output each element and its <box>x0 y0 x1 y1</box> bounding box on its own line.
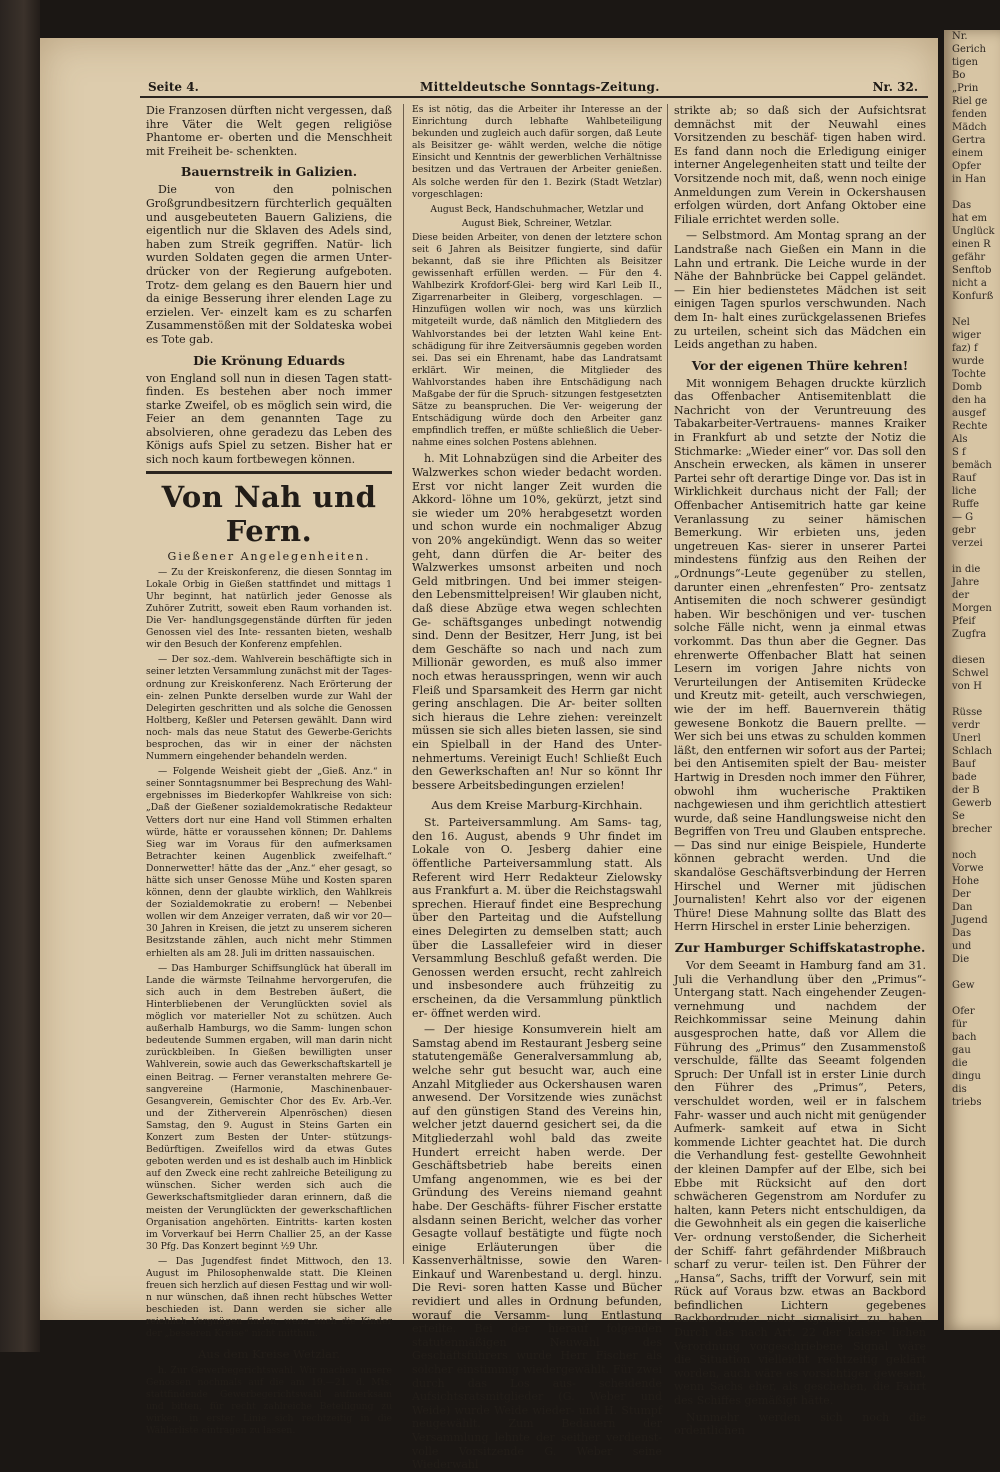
news-item: St. Parteiversammlung. Am Sams- tag, den 16. August, abends 9 Uhr findet im Lokale von O. Jesberg dahier eine öffentliche Parteiversammlung statt. Als Referent wird Herr Redakteur Zielowsky aus Frankfurt a. M. über die Reichstagswahl sprechen. Hierauf findet eine Besprechung über den Parteitag und die Aufstellung eines Delegirten zu demselben statt; auch über die Lassallefeier wird in dieser Versammlung Beschluß gefaßt werden. Die Genossen werden ersucht, recht zahlreich und insbesondere auch frühzeitig zu erscheinen, da die Versammlung pünktlich er- öffnet werden wird. <box>412 816 662 1020</box>
adjacent-page-line: Jugend <box>952 915 988 926</box>
news-item: h. Mit Lohnabzügen sind die Arbeiter des Walzwerkes schon wieder bedacht worden. Erst vor nicht langer Zeit wurden die Akkord- löhne um 10%, gekürzt, jetzt sind sie wieder um 20% herabgesetzt worden und schon wurde ein nochmaliger Abzug von 20% angekündigt. Wenn das so weiter geht, dann dürfen die Ar- beiter des Walzwerkes umsonst arbeiten und noch Geld mitbringen. Und bei immer steigen- den Lebensmittelpreisen! Wir glauben nicht, daß diese Abzüge etwa wegen schlechten Ge- schäftsganges unbedingt notwendig sind. Denn der Besitzer, Herr Jung, ist bei dem Geschäfte so nach und nach zum Millionär geworden, es muß also immer noch etwas herausspringen, wenn wir auch Fleiß und Sparsamkeit des Herrn gar nicht gering anschlagen. Die Ar- beiter sollten sich hieraus die Lehre ziehen: vereinzelt müssen sie sich alles bieten lassen, sie sind ein Spielball in der Hand des Unter- nehmertums. Vereinigt Euch! Schließt Euch den Gewerkschaften an! Nur so könnt Ihr bessere Arbeitsbedingungen erzielen! <box>412 452 663 792</box>
section-rule <box>146 471 392 474</box>
news-item: — Der soz.-dem. Wahlverein beschäftigte sich in seiner letzten Versammlung zunächst mit der Tages- ordnung zur Kreiskonferenz. Nach Erörterung der ein- zelnen Punkte derselben wurde zur Wahl der Delegirten geschritten und als solche die Genossen Holtberg, Keßler und Petersen gewählt. Dann wird noch- mals das neue Statut des Gewerbe-Gerichts besprochen, das wir in einer der nächsten Nummern eingehender behandeln werden. <box>146 654 392 763</box>
adjacent-page-line: Die <box>952 954 970 965</box>
article-heading: Zur Hamburger Schiffskatastrophe. <box>674 940 926 956</box>
adjacent-page-line: verdr <box>952 720 980 731</box>
adjacent-page-line: Senftob <box>952 265 992 276</box>
adjacent-page-line: Gertra <box>952 135 986 146</box>
adjacent-page-line: gebr <box>952 525 976 536</box>
adjacent-page-line: in Han <box>952 174 986 185</box>
section-subtitle: Gießener Angelegenheiten. <box>167 549 371 563</box>
news-item: — Der hiesige Konsumverein hielt am Samstag abend im Restaurant Jesberg seine statutengemäße Generalversammlung ab, welche sehr gut besucht war, auch eine Anzahl Mitglieder aus Ockershausen waren anwesend. Der Vorsitzende wies zunächst auf den günstigen Stand des Vereins hin, welcher jetzt dauernd gesichert sei, da die Mitgliederzahl wohl bald das zweite Hundert erreicht haben werde. Der Geschäftsbetrieb habe bereits einen Umfang angenommen, wie es bei der Gründung des Vereins niemand geahnt habe. Der Geschäfts- führer Fischer erstatte alsdann seinen Bericht, welcher das vorher Gesagte vollauf bestätigte und fügte noch einige Erläuterungen über die Kassenverhältnisse, sowie den Waren-Einkauf und Warenbestand u. dergl. hinzu. Die Revi- soren hatten Kasse und Bücher revidiert und alles in Ordnung befunden, worauf die Versamm- lung Entlastung erteilte. Bei der hierauf folgenden statutenmäßigen Neuwahl des Geschäftsführers wurde Herr Fischer als solcher einstimmig wiedergewählt. Für zwei durch das Los aus- scheidende Aufsichtsratsmitglieder (G. Weber und Weide) wurde Weide wieder- und H. Stumpf neugewählt. Zum Bedauern der Versammlung lehnte der seither verdienst- volle Vorsitzende G. Weber seine Wiederwahl <box>412 1023 662 1472</box>
adjacent-page-line: noch <box>952 850 977 861</box>
column-divider <box>667 104 668 1264</box>
adjacent-page-line: Tochte <box>952 369 986 380</box>
adjacent-page-text <box>944 30 1000 1109</box>
adjacent-page-line: der B <box>952 785 980 796</box>
adjacent-page-line <box>944 693 1000 706</box>
adjacent-page-line: bach <box>952 1032 977 1043</box>
newspaper-title: Mitteldeutsche Sonntags-Zeitung. <box>420 80 660 94</box>
adjacent-page-line: ausgef <box>952 408 986 419</box>
column-1 <box>146 104 392 1437</box>
adjacent-page-line: einem <box>952 148 983 159</box>
news-item: — Das Hamburger Schiffsunglück hat überall im Lande die wärmste Teilnahme hervorgerufen, die sich auch in dem Bestreben äußert, die Hinterbliebenen der Verunglückten soviel als möglich vor materieller Not zu schützen. Auch außerhalb Hamburgs, wo die Samm- lungen schon bedeutende Summen ergaben, will man darin nicht zurückbleiben. In Gießen bewilligten unser Wahlverein, sowie auch das Gewerkschaftskartell je einen Beitrag. — Ferner veranstalten mehrere Ge- sangvereine (Harmonie, Maschinenbauer-Gesangverein, Gemischter Chor des Ev. Arb.-Ver. und der Zitherverein Alpenröschen) diesen Samstag, den 9. August in Steins Garten ein Konzert zum Besten der Unter- stützungs-Bedürftigen. Zweifellos wird da etwas Gutes geboten werden und es ist deshalb auch im Hinblick auf den Zweck eine recht zahlreiche Beteiligung zu wünschen. Sicher werden sich auch die Gewerkschaftsmitglieder daran erinnern, daß die meisten der Verunglückten der gewerkschaftlichen Organisation angehörten. Eintritts- karten kosten im Vorverkauf bei Herrn Challier 25, an der Kasse 30 Pfg. Das Konzert beginnt ½9 Uhr. <box>146 962 392 1252</box>
adjacent-page-line: einen R <box>952 239 991 250</box>
adjacent-page-line <box>944 550 1000 563</box>
adjacent-page-line: der <box>952 590 970 601</box>
page-number: Seite 4. <box>148 80 199 94</box>
news-item: — Folgende Weisheit giebt der „Gieß. Anz.“ in seiner Sonntagsnummer bei Besprechung des Wahl- ergebnisses im Biederkopfer Wahlkreise von sich: „Daß der Gießener sozialdemokratische Redakteur Vetters dort nur eine Hand voll Stimmen erhalten würde, hätte er voraussehen können; Dr. Dahlems Sieg war im Voraus für den aufmerksamen Betrachter keinen Augenblick zweifelhaft.“ Donnerwetter! hätte das der „Anz.“ eher gesagt, so hätte sich unser Genosse Mühe und Kosten sparen können, denn der glaubte wirklich, den Wahlkreis der Sozialdemokratie zu erobern! — Nebenbei wollen wir dem Anzeiger verraten, daß wir vor 20—30 Jahren in Kreisen, die jetzt zu unserem sicheren Besitzstande zählen, auch nicht mehr Stimmen erhielten als am 28. Juli im dritten nassauischen. <box>146 766 392 959</box>
adjacent-page-line: Nr. <box>952 31 968 42</box>
article-text: Mit wonnigem Behagen druckte kürzlich das Offenbacher Antisemitenblatt die Nachricht von der Veruntreuung des Tabakarbeiter-Vertrauens- mannes Kraiker in Frankfurt ab und setzte der Notiz die Stichmarke: „Wieder einer“ vor. Das soll den Anschein erwecken, als kämen in unserer Partei sehr oft derartige Dinge vor. Das ist in Wirklichkeit durchaus nicht der Fall; der Offenbacher Antisemitrich hatte gar keine Veranlassung zu seiner hämischen Bemerkung. Wir erbieten uns, jeden ungetreuen Kas- sierer in unserer Partei mindestens fünfzig aus den Reihen der „Ordnungs“-Leute gegenüber zu stellen, darunter einen „ehrenfesten“ Pro- zentsatz Antisemiten die noch schwerer gesündigt haben. Wir beschönigen und ver- tuschen solche Fälle nicht, wenn ja einmal etwas vorkommt. Das thun aber die Gegner. Das ehrenwerte Offenbacher Blatt hat seinen Lesern im vorigen Jahre nichts von Verurteilungen der Antisemiten Krüdecke und Kreutz mit- geteilt, auch verschwiegen, wie der im heff. Bauernverein thätig gewesene Bonkotz die Bauern prellte. — Wer sich bei uns etwas zu schulden kommen läßt, den entfernen wir sofort aus der Partei; bei den Antisemiten spielt der Bau- meister Hartwig in Dresden noch immer den Führer, obwohl ihm wucherische Praktiken nachgewiesen und ihm gerichtlich attestiert wurde, daß seine Handlungsweise nicht den Begriffen von Treu und Glauben entspreche. — Das sind nur einige Beispiele, Hunderte können gebracht werden. Und die skandalöse Geschäftsverbindung der Herren Hirschel und Werner mit jüdischen Journalisten! Kehrt also vor der eigenen Thüre! Diese Mahnung sollte das Blatt des Herrn Hirschel in erster Linie beherzigen. <box>674 376 926 934</box>
adjacent-page-line <box>944 641 1000 654</box>
adjacent-page-line: faz) f <box>952 343 978 354</box>
adjacent-page-line: Opfer <box>952 161 981 172</box>
adjacent-page-line: gefähr <box>952 252 986 263</box>
adjacent-page-line: Konfurß <box>952 291 994 302</box>
adjacent-page-line <box>944 836 1000 849</box>
adjacent-page-line: Morgen <box>952 603 992 614</box>
adjacent-page-line: verzei <box>952 538 983 549</box>
adjacent-page-line: wiger <box>952 330 981 341</box>
adjacent-page-line: diesen <box>952 655 986 666</box>
adjacent-page-line <box>944 966 1000 979</box>
column-2 <box>412 104 663 1472</box>
adjacent-page-line: bade <box>952 772 977 783</box>
adjacent-page-line: Rechte <box>952 421 988 432</box>
adjacent-page-line: Riel ge <box>952 96 988 107</box>
adjacent-page-line: dis <box>952 1084 967 1095</box>
adjacent-page-line: Nel <box>952 317 970 328</box>
adjacent-page-line <box>944 303 1000 316</box>
adjacent-page-line: Mädch <box>952 122 987 133</box>
adjacent-page-line: Vorwe <box>952 863 984 874</box>
adjacent-page-line: die <box>952 1058 968 1069</box>
adjacent-page-line: Schwel <box>952 668 989 679</box>
adjacent-page-line: Unglück <box>952 226 995 237</box>
article-heading: Bauernstreik in Galizien. <box>180 164 358 180</box>
article-text: Die von den polnischen Großgrundbesitzern fürchterlich gequälten und ausgebeuteten Bauern Galiziens, die eigentlich nur die Sklaven des Adels sind, haben zum Streik gegriffen. Natür- lich wurden Soldaten gegen die armen Unter- drücker von der Regierung aufgeboten. Trotz- dem gelang es den Bauern hier und da einige Besserung ihrer elenden Lage zu erzielen. Ver- einzelt kam es zu scharfen Zusammenstößen mit der Soldateska wobei es Tote gab. <box>146 183 392 346</box>
adjacent-page-line: Das <box>952 928 972 939</box>
adjacent-page-line: Zugfra <box>952 629 987 640</box>
article-text: Nunmehr werden sich noch die ordentlichen <box>674 1410 926 1438</box>
region-heading: Aus dem Kreise Wetzlar. <box>198 1346 340 1361</box>
adjacent-page-line: tigen <box>952 57 978 68</box>
adjacent-page-line: Das <box>952 200 972 211</box>
article-text: von England soll nun in diesen Tagen statt- finden. Es bestehen aber noch immer starke Zweifel, ob es möglich sein wird, die Feier an dem genannten Tage zu absolvieren, ohne geradezu das Leben des Königs aufs Spiel zu setzen. Bisher hat er sich noch kaum fortbewegen können. <box>146 371 392 467</box>
adjacent-page-line: von H <box>952 681 983 692</box>
adjacent-page-line: triebs <box>952 1097 982 1108</box>
adjacent-page-line: — G <box>952 512 974 523</box>
article-heading: Vor der eigenen Thüre kehren! <box>691 357 909 373</box>
article-heading: Die Krönung Eduards <box>193 352 345 368</box>
article-text: Vor dem Seeamt in Hamburg fand am 31. Juli die Verhandlung über den „Primus“- Untergang statt. Nach eingehender Zeugen- vernehmung und nachdem der Reichkommissar seine Meinung dahin ausgesprochen hatte, daß vor Allem die Führung des „Primus“ den Zusammenstoß verschulde, fällte das Seeamt folgenden Spruch: Der Unfall ist in erster Linie durch den Führer des „Primus“, Peters, verschuldet worden, weil er in falschem Fahr- wasser und auch nicht mit genügender Aufmerk- samkeit auf etwa in Sicht kommende Lichter geachtet hat. Die durch die Verhandlung fest- gestellte Gewohnheit der kleinen Dampfer auf der Elbe, sich bei Ebbe mit Rücksicht auf den dort schwächeren Gegenstrom am Nordufer zu halten, kann Peters nicht entschuldigen, da die Gewohnheit als ein gegen die kaiserliche Ver- ordnung verstoßender, die Sicherheit der Schiff- fahrt gefährdender Mißbrauch scharf zu verur- teilen ist. Den Führer der „Hansa“, Sachs, trifft der Vorwurf, sein mit Rück auf Voraus bzw. etwas an Backbord befindlichen Lichtern gegebenes Backbordruder nicht signalisirt zu haben. Durch das nach Art. 22 der kaiser- lichen Verordnung vorgeschriebene Signal wäre die Situation vielleicht rechtzeitig geklärt worden, auch wäre es vorsichtiger gewesen, wenn Sachs eher, als geschehen, die Fahrt des Schiffes gemäßigt hätte. <box>674 959 926 1408</box>
adjacent-page-line: Domb <box>952 382 982 393</box>
adjacent-page-line: für <box>952 1019 967 1030</box>
region-heading: Aus dem Kreise Marburg-Kirchhain. <box>431 798 643 813</box>
news-item: Es ist nötig, das die Arbeiter ihr Interesse an der Einrichtung durch lebhafte Wahlbeteiligung bekunden und zugleich auch dafür sorgen, daß Leute als Beisitzer ge- wählt werden, welche die nötige Einsicht und Kenntnis der gewerblichen Verhältnisse besitzen und das Vertrauen der Arbeiter genießen. Als solche werden für den 1. Bezirk (Stadt Wetzlar) vorgeschlagen: <box>412 104 662 200</box>
adjacent-page-line: Rauf <box>952 473 976 484</box>
adjacent-page-line: S f <box>952 447 966 458</box>
article-text: Die Franzosen dürften nicht vergessen, daß ihre Väter die Welt gegen religiöse Phantome er- oberten und die Menschheit mit Freiheit be- schenkten. <box>146 104 392 158</box>
column-3 <box>674 104 926 1438</box>
adjacent-page-line: Gewerb <box>952 798 992 809</box>
header-rule <box>140 96 928 98</box>
adjacent-page-line: brecher <box>952 824 992 835</box>
adjacent-page-line: Ruffe <box>952 499 979 510</box>
adjacent-page-line: Hohe <box>952 876 980 887</box>
adjacent-page-line: Se <box>952 811 965 822</box>
adjacent-page-line: wurde <box>952 356 985 367</box>
adjacent-page-line: Bauf <box>952 759 976 770</box>
adjacent-page-line <box>944 992 1000 1005</box>
book-binding <box>0 0 40 1352</box>
adjacent-page-line <box>944 186 1000 199</box>
adjacent-page-line: Gew <box>952 980 975 991</box>
candidate-name: August Biek, Schreiner, Wetzlar. <box>461 217 613 229</box>
news-item: h. Zur Gewerbegerichtswahl. Wir machen unsere Genossen nochmals auf die am 19.—21. d. Mts. stattfindende Gewerbegerichtswahl aufmerksam und bitten, für recht zahlreiche Beteiligung zu wirken, in erster Linie sich rechtzeitig in die Wählerliste eintragen zu lassen. <box>146 1364 392 1437</box>
adjacent-page-line: Der <box>952 889 971 900</box>
adjacent-page-line: „Prin <box>952 83 979 94</box>
adjacent-page-line: bemäch <box>952 460 992 471</box>
adjacent-page-line: nicht a <box>952 278 987 289</box>
adjacent-page-line: Unerl <box>952 733 981 744</box>
adjacent-page-line: fenden <box>952 109 987 120</box>
adjacent-page-line: liche <box>952 486 977 497</box>
issue-number: Nr. 32. <box>872 80 918 94</box>
candidate-name: August Beck, Handschuhmacher, Wetzlar und <box>430 203 644 215</box>
news-item: strikte ab; so daß sich der Aufsichtsrat demnächst mit der Neuwahl eines Vorsitzenden zu beschäf- tigen haben wird. Es fand dann noch die Erledigung einiger interner Angelegenheiten statt und teilte der Vorsitzende noch mit, daß, wenn noch einige Anmeldungen zum Verein in Ockershausen erfolgen würden, dort Anfang Oktober eine Filiale errichtet werden solle. <box>674 104 926 226</box>
adjacent-page-line: Pfeif <box>952 616 976 627</box>
news-item: Diese beiden Arbeiter, von denen der letztere schon seit 6 Jahren als Beisitzer fungierte, sind dafür bekannt, daß sie ihre Pflichten als Beisitzer gewissenhaft erfüllen werden. — Für den 4. Wahlbezirk Krofdorf-Glei- berg wird Karl Leib II., Zigarrenarbeiter in Gleiberg, vorgeschlagen. — Hinzufügen wollen wir noch, was uns kürzlich mitgeteilt wurde, daß nämlich den Mitgliedern des Wahlvorstandes bei der letzten Wahl keine Ent- schädigung für ihre Zeitversäumnis gegeben worden sei. Das sei ein Ehrenamt, habe das Landratsamt erklärt. Wir meinen, die Mitglieder des Wahlvorstandes haben ihre Entschädigung nach Maßgabe der für die Spruch- sitzungen festgesetzten Sätze zu beanspruchen. Die Ver- weigerung der Entschädigung würde doch den Arbeiter ganz empfindlich treffen, er müßte schließlich die Ueber- nahme eines solchen Postens ablehnen. <box>412 231 662 449</box>
adjacent-page-line: in die <box>952 564 981 575</box>
section-title: Von Nah und Fern. <box>161 479 377 548</box>
adjacent-page-line: gau <box>952 1045 971 1056</box>
news-item: — Zu der Kreiskonferenz, die diesen Sonntag im Lokale Orbig in Gießen stattfindet und mittags 1 Uhr beginnt, hat natürlich jeder Genosse als Zuhörer Zutritt, soweit eben Raum vorhanden ist. Die Ver- handlungsgegenstände dürften für jeden Genossen viel des Inte- ressanten bieten, weshalb wir den Besuch der Konferenz empfehlen. <box>146 566 392 651</box>
column-divider <box>403 104 404 1264</box>
adjacent-page-line: den ha <box>952 395 987 406</box>
adjacent-page-line: dingu <box>952 1071 981 1082</box>
adjacent-page-line: Gerich <box>952 44 986 55</box>
news-item: — Das Jugendfest findet Mittwoch, den 13. August im Philosophenwalde statt. Die Kleinen freuen sich herzlich auf diesen Festtag und wir woll- n nur wünschen, daß ihnen recht hübsches Wetter beschieden ist. Dann werden sie sicher alle reichlich Vergnügen finden, wenn auch die Kinder der „besseren Kreise“ nicht mitthun. <box>146 1255 392 1340</box>
adjacent-page-line: und <box>952 941 972 952</box>
adjacent-page-line: Ofer <box>952 1006 975 1017</box>
adjacent-page-line: Dan <box>952 902 973 913</box>
adjacent-page-edge <box>944 30 1000 1330</box>
adjacent-page-line: hat em <box>952 213 987 224</box>
news-item: — Selbstmord. Am Montag sprang an der Landstraße nach Gießen ein Mann in die Lahn und ertrank. Die Leiche wurde in der Nähe der Bahnbrücke bei Cappel geländet. — Ein hier bedienstetes Mädchen ist seit einigen Tagen spurlos verschwunden. Nach dem In- halt eines zurückgelassenen Briefes zu urteilen, scheint sich das Mädchen ein Leids angethan zu haben. <box>674 229 926 352</box>
adjacent-page-line: Als <box>952 434 968 445</box>
adjacent-page-line: Bo <box>952 70 966 81</box>
adjacent-page-line: Jahre <box>952 577 980 588</box>
adjacent-page-line: Schlach <box>952 746 993 757</box>
adjacent-page-line: Rüsse <box>952 707 983 718</box>
